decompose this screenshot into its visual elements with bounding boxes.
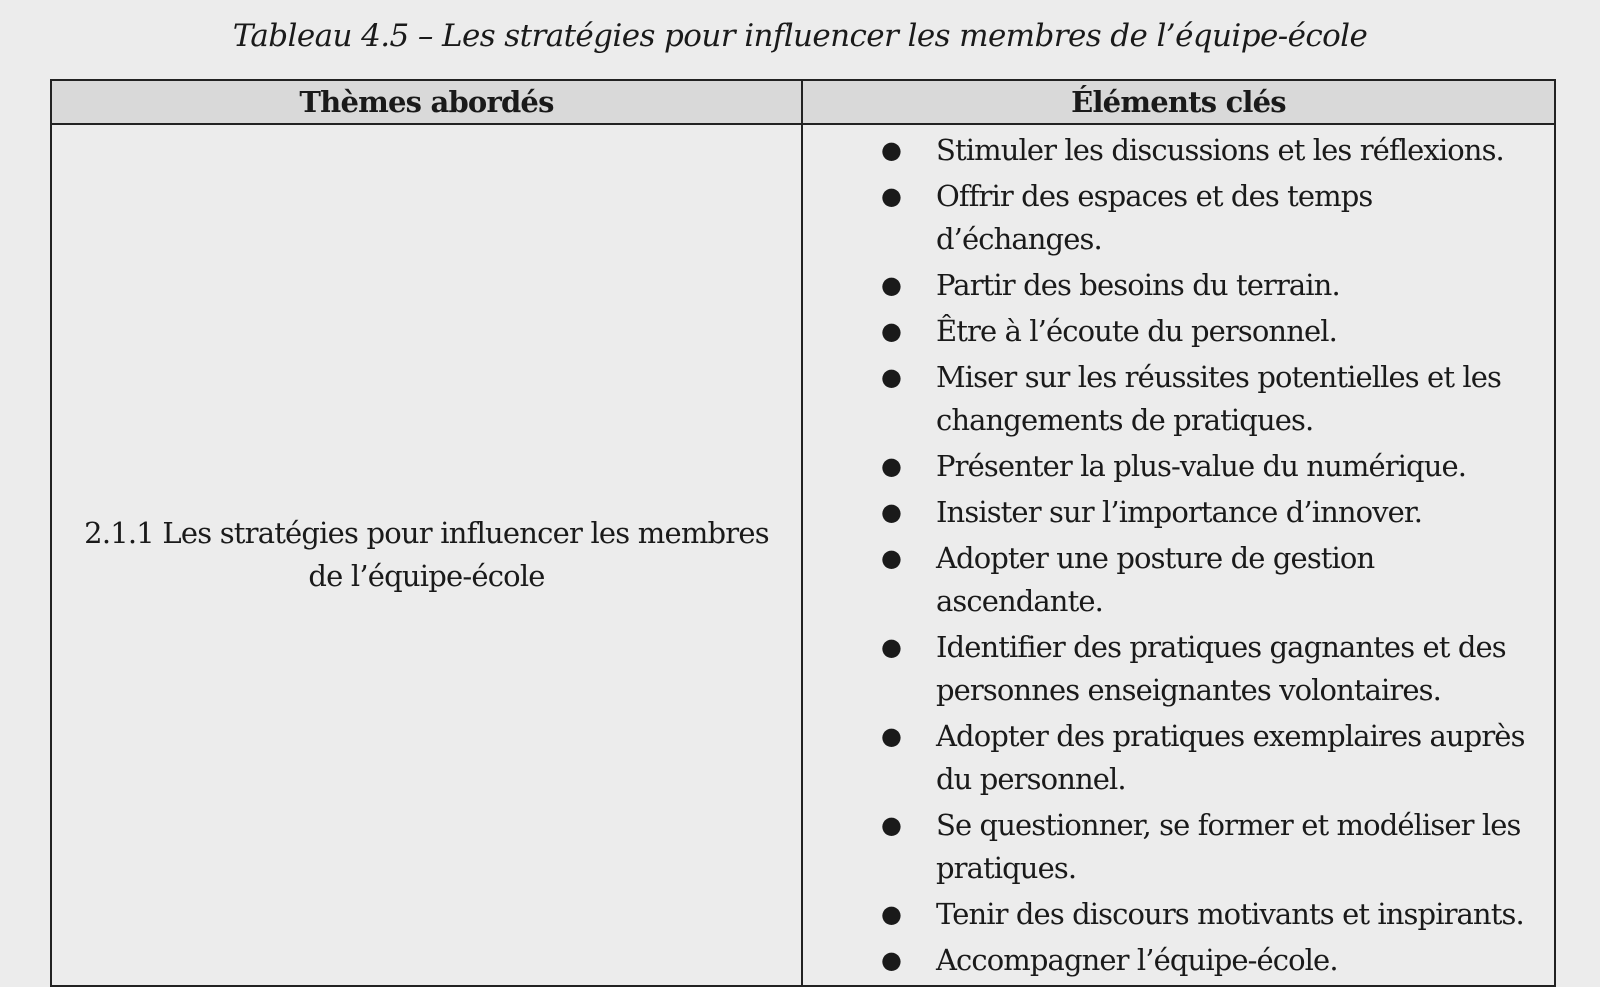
bullet-icon: ● <box>881 136 902 164</box>
list-item-text: Être à l’écoute du personnel. <box>936 314 1337 348</box>
list-item <box>803 537 1554 623</box>
list-item-text: Tenir des discours motivants et inspirants. <box>936 897 1524 931</box>
list-item-text: Miser sur les réussites potentielles et les changements de pratiques. <box>936 360 1502 437</box>
theme-cell: 2.1.1 Les stratégies pour influencer les membres de l’équipe-école <box>51 124 802 986</box>
bullet-icon: ● <box>881 900 902 928</box>
bullet-icon: ● <box>881 452 902 480</box>
key-elements-cell <box>802 124 1555 986</box>
list-item-text: Identifier des pratiques gagnantes et des personnes enseignantes volontaires. <box>936 630 1506 707</box>
list-item <box>803 893 1554 936</box>
bullet-icon: ● <box>881 363 902 391</box>
list-item <box>803 175 1554 261</box>
list-item-text: Adopter une posture de gestion ascendante. <box>936 541 1375 618</box>
list-item-text: Se questionner, se former et modéliser les pratiques. <box>936 808 1521 885</box>
table-row <box>51 124 1555 986</box>
bullet-icon: ● <box>881 317 902 345</box>
bullet-icon: ● <box>881 182 902 210</box>
list-item-text: Insister sur l’importance d’innover. <box>936 495 1423 529</box>
header-themes: Thèmes abordés <box>51 80 802 124</box>
bullet-icon: ● <box>881 722 902 750</box>
list-item <box>803 939 1554 982</box>
list-item <box>803 491 1554 534</box>
list-item-text: Adopter des pratiques exemplaires auprès du personnel. <box>936 719 1525 796</box>
strategies-table <box>50 79 1556 987</box>
key-elements-list <box>803 125 1554 982</box>
list-item-text: Partir des besoins du terrain. <box>936 268 1340 302</box>
list-item <box>803 129 1554 172</box>
list-item-text: Stimuler les discussions et les réflexions. <box>936 133 1504 167</box>
list-item-text: Présenter la plus-value du numérique. <box>936 449 1467 483</box>
list-item <box>803 626 1554 712</box>
bullet-icon: ● <box>881 811 902 839</box>
bullet-icon: ● <box>881 544 902 572</box>
bullet-icon: ● <box>881 498 902 526</box>
list-item <box>803 445 1554 488</box>
list-item <box>803 356 1554 442</box>
list-item <box>803 264 1554 307</box>
list-item <box>803 715 1554 801</box>
bullet-icon: ● <box>881 633 902 661</box>
table-caption: Tableau 4.5 – Les stratégies pour influencer les membres de l’équipe-école <box>232 18 1368 54</box>
list-item <box>803 804 1554 890</box>
header-row <box>51 80 1555 124</box>
header-key-elements: Éléments clés <box>802 80 1555 124</box>
list-item <box>803 310 1554 353</box>
list-item-text: Offrir des espaces et des temps d’échanges. <box>936 179 1373 256</box>
bullet-icon: ● <box>881 271 902 299</box>
list-item-text: Accompagner l’équipe-école. <box>936 943 1338 977</box>
bullet-icon: ● <box>881 946 902 974</box>
